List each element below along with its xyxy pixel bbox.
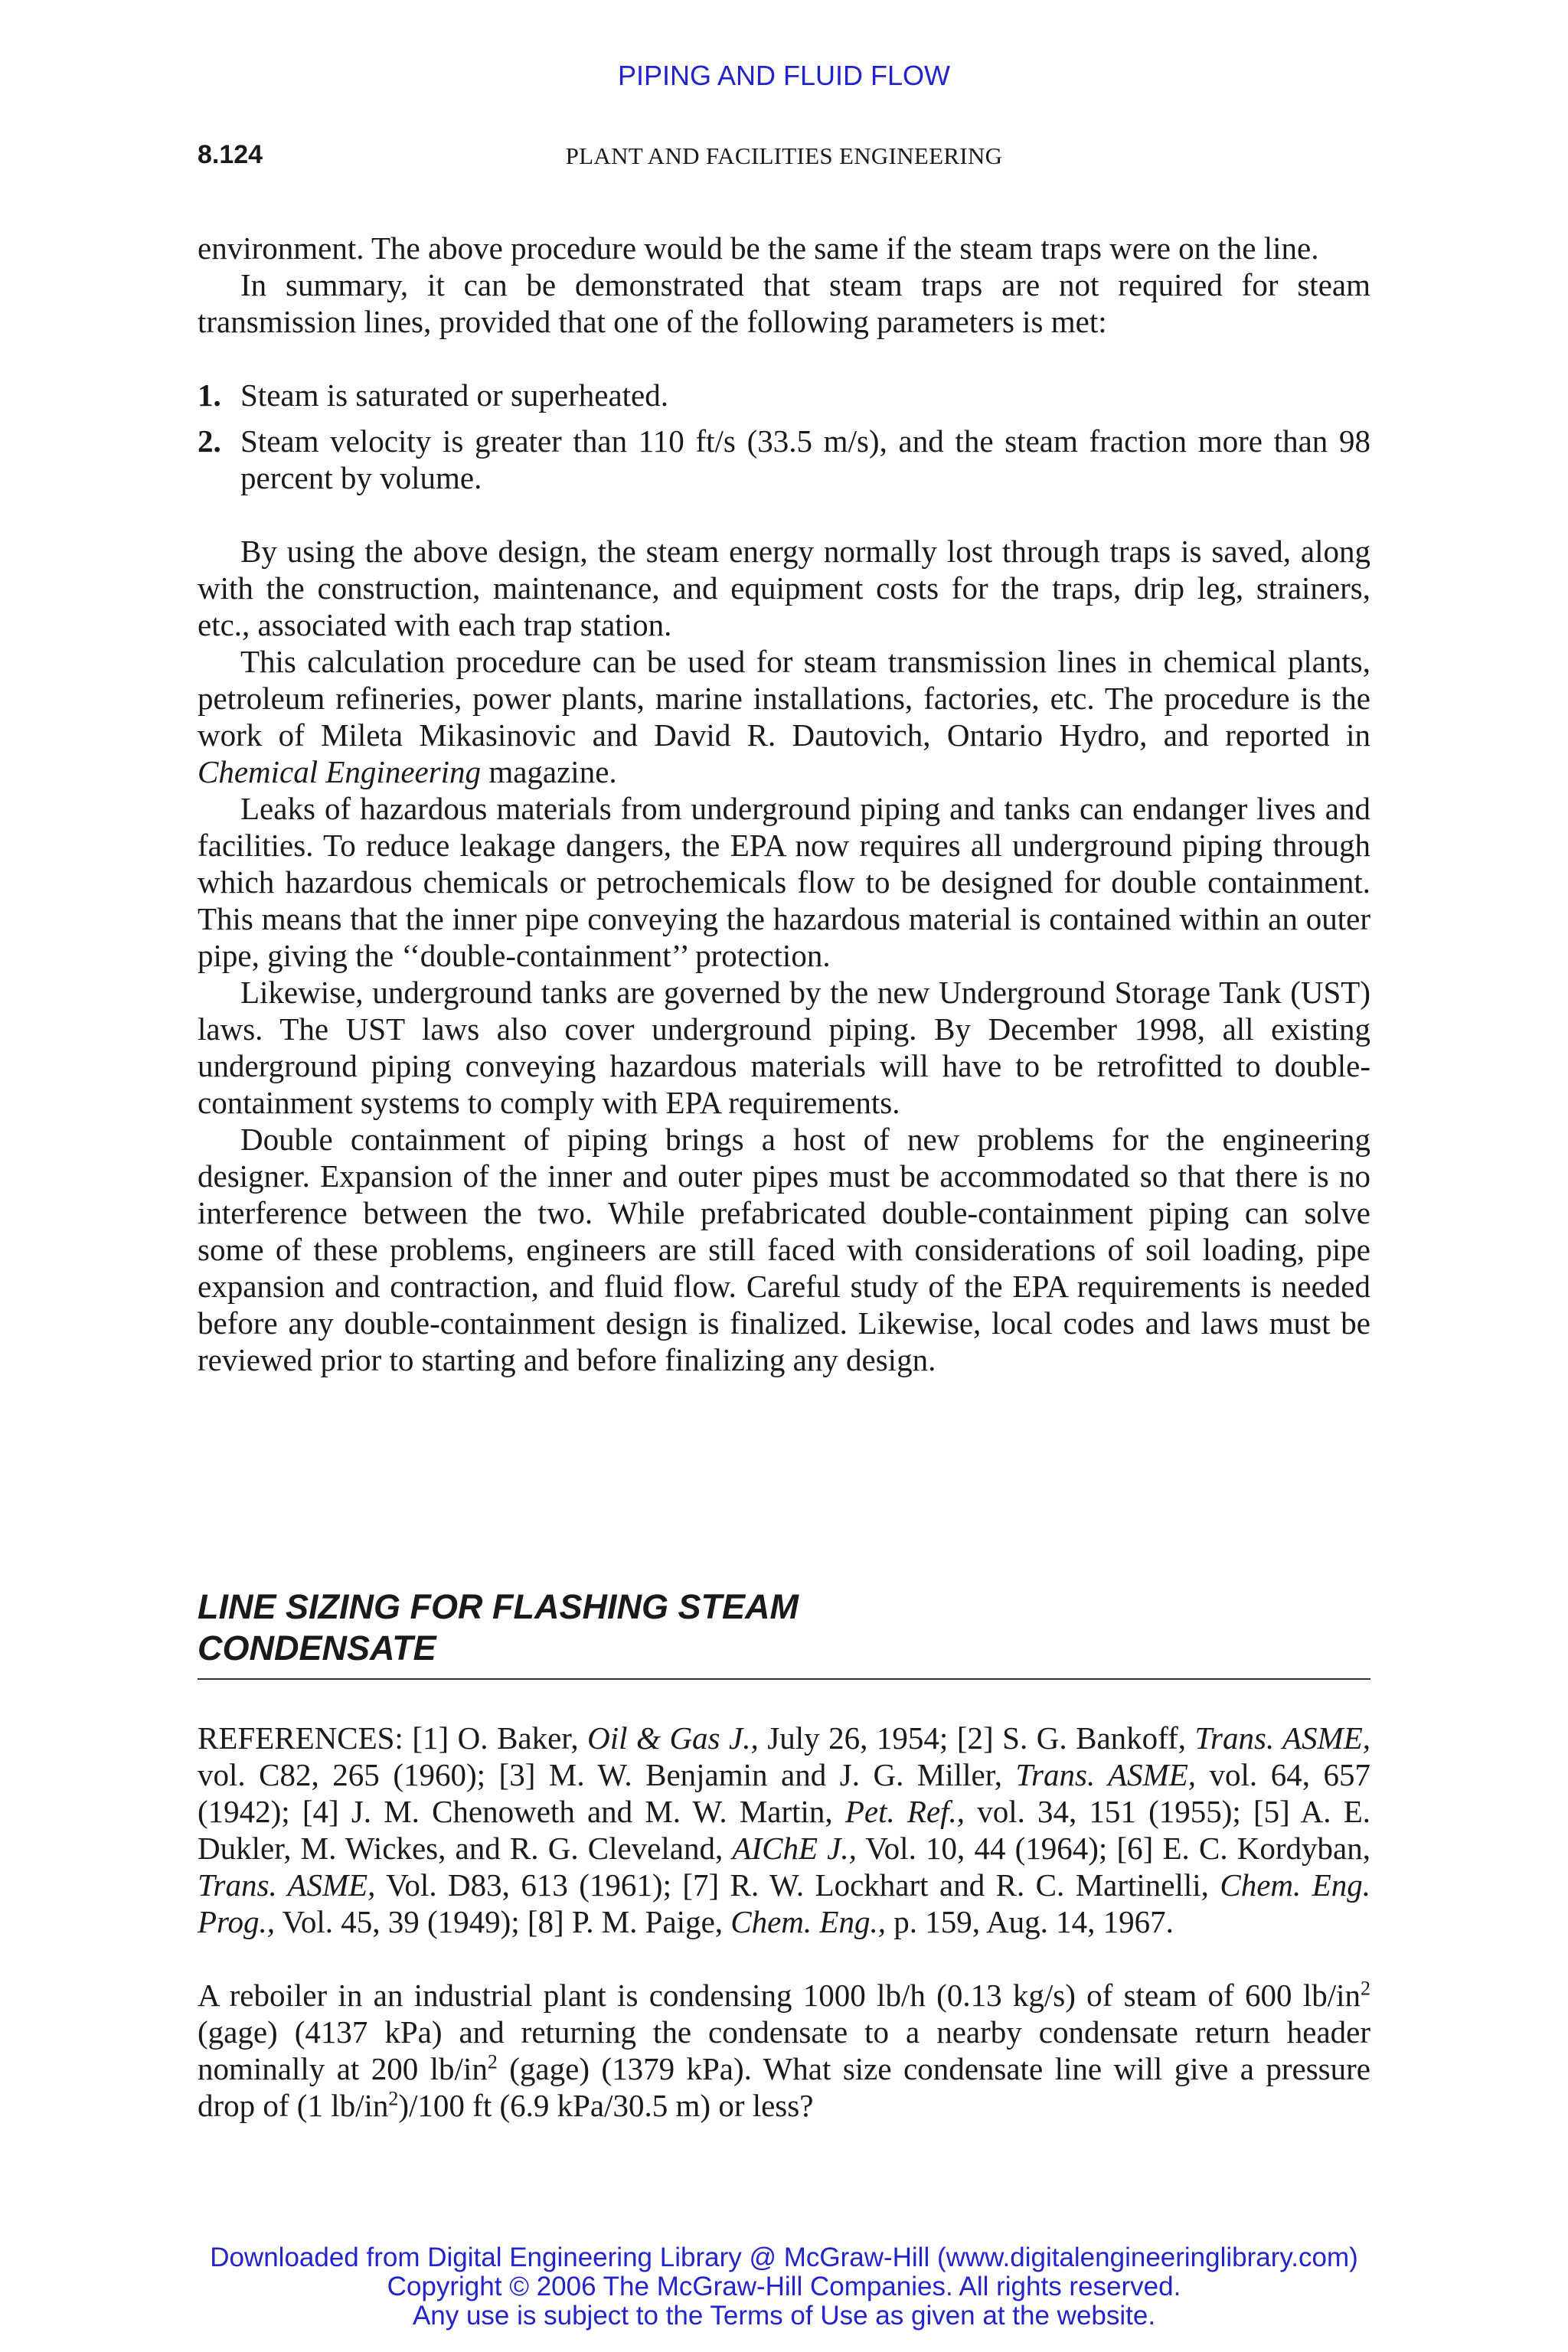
refs-text: vol. 34, 151 (1955); [5] A. E. Dukler, M. Wickes, and R. G. Cleveland, [198,1794,1370,1866]
section-body [198,1720,1370,2124]
paragraph-calculation [198,643,1370,790]
list-item-text: Steam velocity is greater than 110 ft/s (33.5 m/s), and the steam fraction more than 98 percent by volume. [240,423,1370,495]
journal-title: Chemical Engineering [198,754,482,789]
refs-text: REFERENCES: [1] O. Baker, [198,1720,588,1756]
section-title-line-2: CONDENSATE [198,1628,436,1668]
list-item-number: 1. [198,377,221,413]
list-item-number: 2. [198,423,221,459]
section-title-line-1: LINE SIZING FOR FLASHING STEAM [198,1587,799,1626]
refs-text: Vol. 10, 44 (1964); [6] E. C. Kordyban, [856,1831,1370,1866]
refs-text: vol. C82, 265 (1960); [3] M. W. Benjamin and J. G. Miller, [198,1757,1016,1792]
refs-text: Vol. D83, 613 (1961); [7] R. W. Lockhart and R. C. Martinelli, [375,1867,1220,1903]
journal-title: Trans. ASME, [1015,1757,1196,1792]
refs-text: p. 159, Aug. 14, 1967. [885,1904,1174,1939]
refs-text: July 26, 1954; [2] S. G. Bankoff, [758,1720,1195,1756]
superscript: 2 [487,2050,498,2073]
journal-title: Chem. Eng., [730,1904,886,1939]
journal-title: AIChE J., [732,1831,857,1866]
library-download-link[interactable]: Downloaded from Digital Engineering Library @ McGraw-Hill (www.digitalengineeringlibrary.com) [210,2243,1358,2272]
problem-text: )/100 ft (6.9 kPa/30.5 m) or less? [398,2088,814,2123]
journal-title: Trans. ASME, [1194,1720,1370,1756]
refs-text: Vol. 45, 39 (1949); [8] P. M. Paige, [274,1904,731,1939]
running-head: PLANT AND FACILITIES ENGINEERING [565,142,1003,169]
paragraph-summary: In summary, it can be demonstrated that steam traps are not required for steam transmission lines, provided that one of the following parameters is met: [198,267,1370,339]
paragraph-leaks: Leaks of hazardous materials from underground piping and tanks can endanger lives and facilities. To reduce leakage dangers, the EPA now requires all underground piping through which hazardous chemicals or petrochemicals flow to be designed for double containment. This means that the inner pipe conveying the hazardous material is contained within an outer pipe, giving the ‘‘double-containment’’ protection. [198,791,1370,973]
references-paragraph [198,1720,1370,1940]
paragraph-continuation: environment. The above procedure would be the same if the steam traps were on the line. [198,230,1319,266]
paragraph-design: By using the above design, the steam energy normally lost through traps is saved, along with the construction, maintenance, and equipment costs for the traps, drip leg, strainers, etc., associated with each trap station. [198,534,1370,642]
problem-text: (gage) (4137 kPa) and returning the condensate to a nearby condensate return header nominally at 200 lb/in [198,2014,1370,2086]
body-text [198,230,1370,1378]
terms-of-use-link[interactable]: Any use is subject to the Terms of Use as given at the website. [412,2301,1156,2331]
list-item [198,423,1370,496]
problem-text: A reboiler in an industrial plant is condensing 1000 lb/h (0.13 kg/s) of steam of 600 lb/in [198,1978,1361,2013]
footer [0,2243,1568,2331]
paragraph-tanks: Likewise, underground tanks are governed by the new Underground Storage Tank (UST) laws. The UST laws also cover underground piping. By December 1998, all existing underground piping conveying hazardous materials will have to be retrofitted to double-containment systems to comply with EPA requirements. [198,975,1370,1120]
problem-text: (gage) (1379 kPa). What size condensate line will give a pressure drop of (1 lb/in [198,2051,1370,2123]
paragraph-calculation-end: magazine. [481,754,617,789]
list-item-text: Steam is saturated or superheated. [240,377,669,413]
refs-text: vol. 64, 657 (1942); [4] J. M. Chenoweth and M. W. Martin, [198,1757,1370,1829]
journal-title: Oil & Gas J., [587,1720,759,1756]
superscript: 2 [1361,1977,1370,2000]
superscript: 2 [388,2087,399,2110]
paragraph-calculation-text: This calculation procedure can be used for steam transmission lines in chemical plants, petroleum refineries, power plants, marine installations, factories, etc. The procedure is the work of Mileta Mikasinovic and David R. Dautovich, Ontario Hydro, and reported in [198,644,1370,753]
page-number: 8.124 [198,140,263,169]
journal-title: Pet. Ref., [844,1794,965,1829]
list-item [198,377,1370,413]
problem-statement [198,1977,1370,2124]
copyright-link[interactable]: Copyright © 2006 The McGraw-Hill Companies. All rights reserved. [387,2272,1181,2301]
section-title [198,1586,1370,1680]
paragraph-double-containment: Double containment of piping brings a host of new problems for the engineering designer. Expansion of the inner and outer pipes must be accommodated so that there is no interference between the two. While prefabricated double-containment piping can solve some of these problems, engineers are still faced with considerations of soil loading, pipe expansion and contraction, and fluid flow. Careful study of the EPA requirements is needed before any double-containment design is finalized. Likewise, local codes and laws must be reviewed prior to starting and before finalizing any design. [198,1122,1370,1377]
parameter-list [198,377,1370,496]
journal-title: Chem. Eng. Prog., [198,1867,1371,1939]
top-banner: PIPING AND FLUID FLOW [617,60,951,91]
journal-title: Trans. ASME, [198,1867,376,1903]
